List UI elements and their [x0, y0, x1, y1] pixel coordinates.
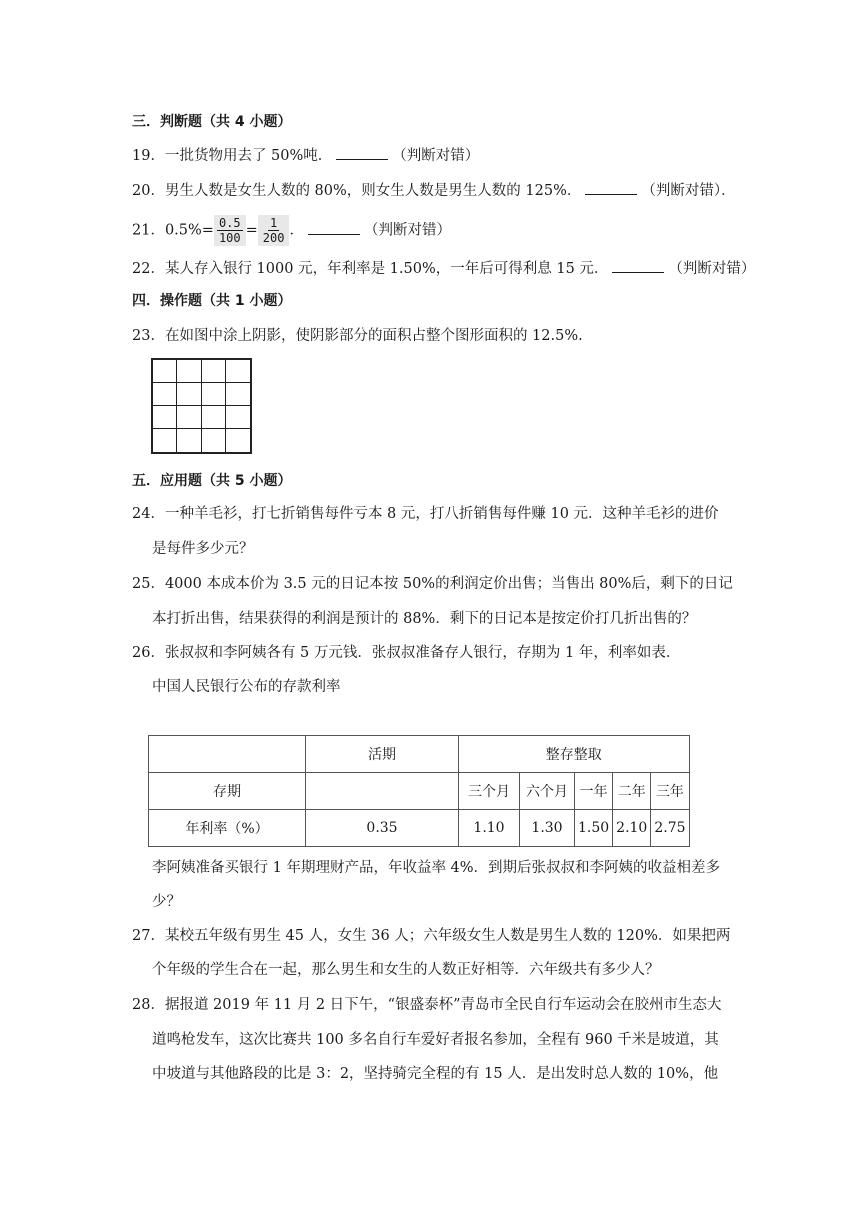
- question-26-line-1: 26．张叔叔和李阿姨各有 5 万元钱．张叔叔准备存人银行，存期为 1 年，利率如表．: [132, 645, 681, 661]
- grid-cell: [177, 360, 201, 383]
- grid-cell: [226, 429, 250, 452]
- table-row-label-rate: 年利率（%）: [149, 810, 306, 847]
- answer-blank: [585, 180, 637, 195]
- grid-cell: [226, 360, 250, 383]
- grid-cell: [226, 406, 250, 429]
- grid-cell: [202, 360, 226, 383]
- grid-cell: [177, 383, 201, 406]
- equals-sign: =: [245, 222, 258, 239]
- question-27-line-2: 个年级的学生合在一起，那么男生和女生的人数正好相等．六年级共有多少人？: [152, 962, 660, 978]
- fraction-1-over-200: [258, 215, 290, 246]
- question-28-line-2: 道鸣枪发车，这次比赛共 100 多名自行车爱好者报名参加，全程有 960 千米是坡道，其: [152, 1032, 719, 1048]
- table-header-zhengcun: 整存整取: [459, 736, 690, 773]
- question-21-tail: （判断对错）: [363, 222, 451, 239]
- grid-cell: [153, 360, 177, 383]
- question-24-line-1: 24．一种羊毛衫，打七折销售每件亏本 8 元，打八折销售每件赚 10 元．这种羊毛衫的进价: [132, 506, 719, 522]
- table-rate: 1.30: [520, 810, 575, 847]
- question-20-tail: （判断对错）．: [641, 183, 736, 199]
- table-term: 一年: [575, 773, 613, 810]
- question-19-text: 19．一批货物用去了 50%吨．: [132, 148, 333, 164]
- grid-cell: [226, 383, 250, 406]
- section-heading-judgment: 三．判断题（共 4 小题）: [132, 114, 292, 130]
- table-header-huoqi: 活期: [306, 736, 459, 773]
- question-28-line-1: 28．据报道 2019 年 11 月 2 日下午，“银盛泰杯”青岛市全民自行车运动会在胶州市生态大: [132, 997, 722, 1013]
- grid-cell: [202, 406, 226, 429]
- question-19-tail: （判断对错）: [392, 148, 480, 164]
- grid-cell: [153, 383, 177, 406]
- answer-blank: [612, 258, 664, 273]
- question-22-text: 22．某人存入银行 1000 元，年利率是 1.50%，一年后可得利息 15 元．: [132, 261, 609, 277]
- question-24-line-2: 是每件多少元？: [152, 541, 254, 557]
- table-rate: 1.10: [459, 810, 520, 847]
- table-caption: 中国人民银行公布的存款利率: [152, 679, 341, 695]
- fraction-0.5-over-100: [214, 215, 246, 246]
- question-22: [132, 258, 755, 279]
- table-row-label-term: 存期: [149, 773, 306, 810]
- question-28-line-3: 中坡道与其他路段的比是 3：2，坚持骑完全程的有 15 人．是出发时总人数的 10%，他: [152, 1066, 719, 1082]
- fraction-denominator: 200: [262, 231, 285, 245]
- grid-cell: [202, 429, 226, 452]
- answer-blank: [308, 220, 360, 235]
- question-25-line-1: 25．4000 本成本价为 3.5 元的日记本按 50%的利润定价出售；当售出 80%后，剩下的日记: [132, 576, 733, 592]
- table-rate-huoqi: 0.35: [306, 810, 459, 847]
- grid-cell: [153, 406, 177, 429]
- question-20-text: 20．男生人数是女生人数的 80%，则女生人数是男生人数的 125%．: [132, 183, 582, 199]
- table-rate: 2.75: [651, 810, 689, 847]
- grid-cell: [202, 383, 226, 406]
- table-rate: 2.10: [613, 810, 651, 847]
- table-term: 六个月: [520, 773, 575, 810]
- section-heading-operation: 四．操作题（共 1 小题）: [132, 293, 292, 309]
- shading-grid: [151, 358, 252, 454]
- interest-rate-table: [148, 735, 690, 847]
- question-19: [132, 145, 479, 166]
- fraction-denominator: 100: [218, 231, 241, 245]
- grid-cell: [177, 406, 201, 429]
- section-heading-application: 五．应用题（共 5 小题）: [132, 473, 292, 489]
- question-26-line-3: 少？: [152, 894, 181, 910]
- question-20: [132, 180, 736, 201]
- table-term: 二年: [613, 773, 651, 810]
- table-cell-empty: [149, 736, 306, 773]
- question-25-line-2: 本打折出售，结果获得的利润是预计的 88%．剩下的日记本是按定价打几折出售的？: [152, 611, 697, 627]
- table-rate: 1.50: [575, 810, 613, 847]
- answer-blank: [336, 145, 388, 160]
- question-27-line-1: 27．某校五年级有男生 45 人，女生 36 人；六年级女生人数是男生人数的 120%．如果把两: [132, 928, 731, 944]
- table-term: 三年: [651, 773, 689, 810]
- period: ．: [289, 222, 304, 239]
- fraction-numerator: 1: [270, 216, 278, 230]
- fraction-numerator: 0.5: [218, 216, 241, 230]
- grid-cell: [153, 429, 177, 452]
- grid-cell: [177, 429, 201, 452]
- table-term: 三个月: [459, 773, 520, 810]
- table-cell-empty: [306, 773, 459, 810]
- question-23: 23．在如图中涂上阴影，使阴影部分的面积占整个图形面积的 12.5%.: [132, 328, 583, 344]
- question-21: [132, 215, 451, 246]
- question-22-tail: （判断对错）: [668, 261, 756, 277]
- question-26-line-2: 李阿姨准备买银行 1 年期理财产品，年收益率 4%．到期后张叔叔和李阿姨的收益相差多: [152, 860, 721, 876]
- question-21-prefix: 21．0.5%=: [132, 222, 214, 239]
